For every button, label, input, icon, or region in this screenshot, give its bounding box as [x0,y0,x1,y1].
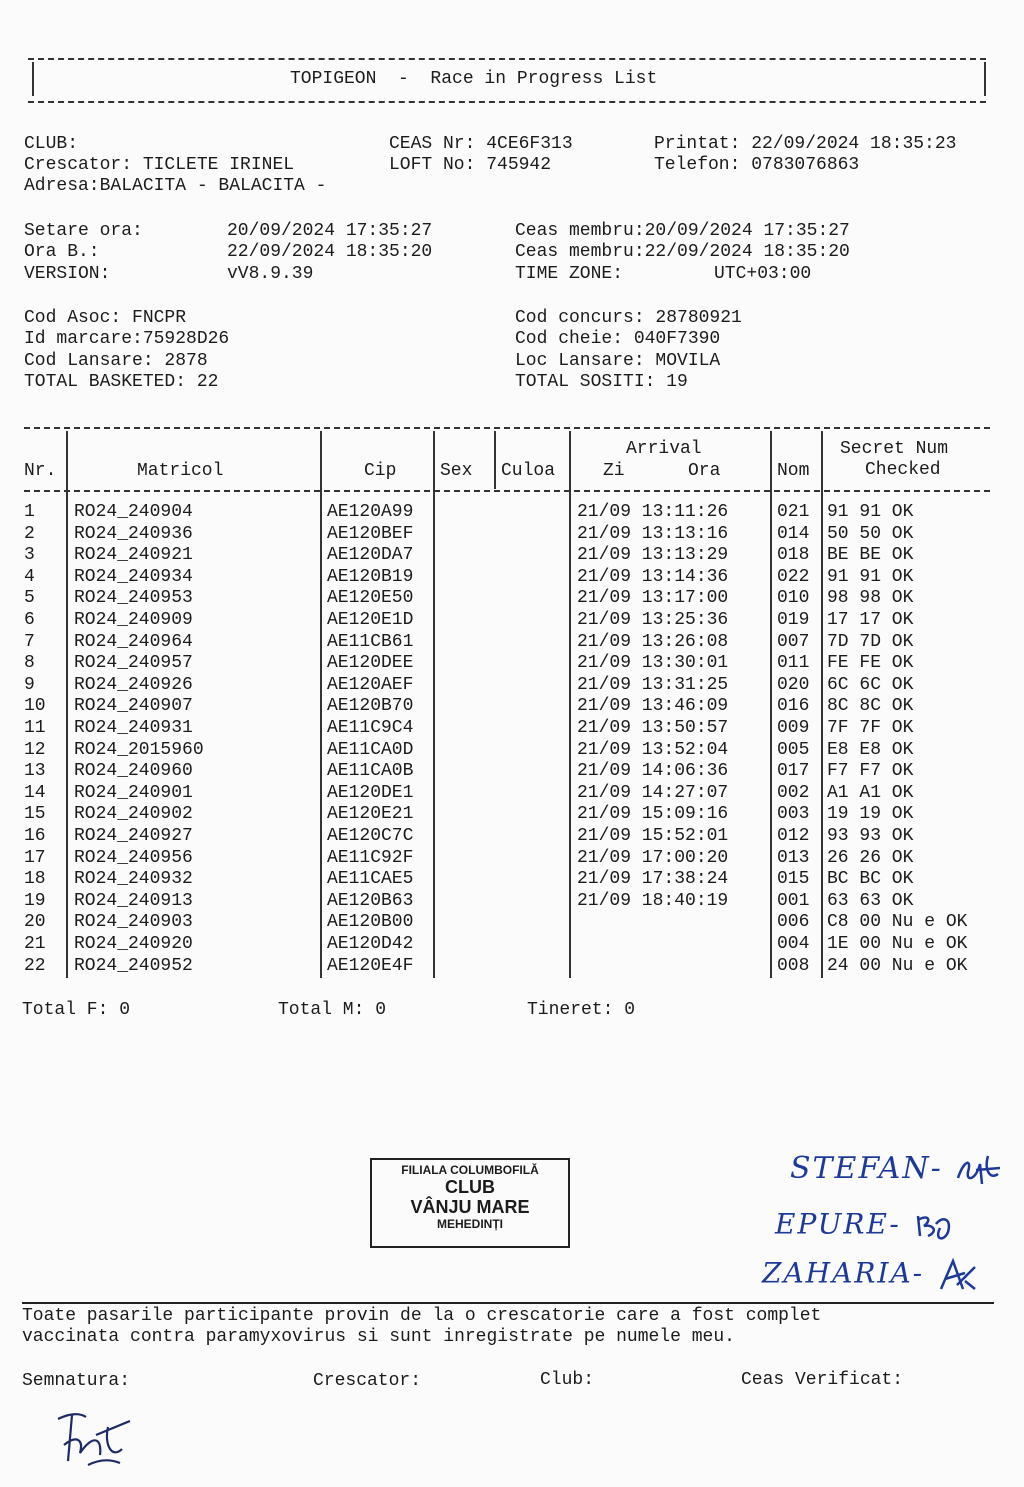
header-cip: Cip [364,461,397,481]
cell-matricol: RO24_240926 [74,674,193,695]
cod-cheie: Cod cheie: 040F7390 [515,329,721,349]
cod-lansare: Cod Lansare: 2878 [24,351,208,371]
cell-matricol: RO24_240927 [74,826,193,846]
title-box-bottom-border [28,101,986,103]
cell-matricol: RO24_240902 [74,804,193,825]
stamp-line-2: CLUB [445,1177,495,1197]
cell-cip: AE120E1D [327,610,414,630]
crescator-label: Crescator: [313,1371,422,1391]
cell-arrival: 21/09 13:13:29 [577,545,729,566]
cell-arrival: 21/09 14:27:07 [577,782,729,803]
cell-secret-checked: 91 91 OK [827,502,914,522]
header-zi: Zi [603,461,625,481]
cell-nr: 1 [24,502,35,522]
cell-secret-checked: 19 19 OK [827,804,914,825]
semnatura-label: Semnatura: [22,1371,131,1391]
cell-matricol: RO24_240904 [74,502,193,522]
cell-arrival: 21/09 13:46:09 [577,696,729,717]
loft-no: LOFT No: 745942 [389,155,552,175]
stamp-line-3: VÂNJU MARE [410,1197,530,1217]
cell-matricol: RO24_240964 [74,631,193,652]
cell-cip: AE11CA0D [327,739,414,760]
cell-nr: 2 [24,523,35,544]
cell-secret-checked: A1 A1 OK [827,782,914,803]
cell-nom: 006 [777,912,810,933]
stamp-line-1: FILIALA COLUMBOFILĂ [401,1163,539,1177]
col-sep-6 [770,431,772,978]
cell-secret-checked: 24 00 Nu e OK [827,955,968,976]
total-basketed: TOTAL BASKETED: 22 [24,372,219,392]
cell-nom: 012 [777,826,810,846]
cell-matricol: RO24_240920 [74,934,193,954]
header-nr: Nr. [24,461,57,481]
title-box-top-border [28,58,986,60]
setare-ora-value: 20/09/2024 17:35:27 [227,221,433,241]
cell-matricol: RO24_240931 [74,718,193,738]
cell-nom: 017 [777,761,810,782]
cell-arrival: 21/09 13:13:16 [577,523,729,544]
cell-arrival: 21/09 17:00:20 [577,847,729,868]
cell-secret-checked: 63 63 OK [827,890,914,911]
cell-matricol: RO24_240901 [74,782,193,803]
col-sep-7 [821,431,823,978]
col-sep-1 [66,431,68,978]
version-value: vV8.9.39 [227,264,314,284]
club-signature-label: Club: [540,1370,595,1390]
club-label: CLUB: [24,134,79,154]
statement-line-1: Toate pasarile participante provin de la o crescatorie care a fost complet [22,1306,822,1326]
cell-nr: 3 [24,545,35,566]
col-sep-2 [320,431,322,978]
header-sex: Sex [440,461,473,481]
cell-secret-checked: F7 F7 OK [827,761,914,782]
header-culoa: Culoa [501,461,556,481]
cell-cip: AE11CB61 [327,631,414,652]
cell-nr: 12 [24,739,46,760]
cell-arrival: 21/09 13:14:36 [577,566,729,587]
cell-cip: AE120B19 [327,566,414,587]
cell-arrival: 21/09 13:17:00 [577,588,729,609]
col-sep-3 [433,431,435,978]
total-m: Total M: 0 [278,1000,387,1020]
cell-secret-checked: 17 17 OK [827,610,914,630]
cell-secret-checked: E8 E8 OK [827,739,914,760]
ceas-verificat-label: Ceas Verificat: [741,1370,904,1390]
cell-nr: 22 [24,955,46,976]
cell-arrival: 21/09 13:25:36 [577,610,729,630]
setare-ora-label: Setare ora: [24,221,143,241]
cell-matricol: RO24_240957 [74,653,193,674]
cell-secret-checked: 1E 00 Nu e OK [827,934,968,954]
cell-cip: AE120E50 [327,588,414,609]
cell-nom: 013 [777,847,810,868]
cell-matricol: RO24_240932 [74,869,193,890]
cell-matricol: RO24_240921 [74,545,193,566]
cell-nom: 018 [777,545,810,566]
cell-cip: AE120B70 [327,696,414,717]
cell-cip: AE120C7C [327,826,414,846]
cell-secret-checked: FE FE OK [827,653,914,674]
header-nom: Nom [777,461,810,481]
total-sositi: TOTAL SOSITI: 19 [515,372,688,392]
cell-arrival: 21/09 14:06:36 [577,761,729,782]
cell-matricol: RO24_2015960 [74,739,204,760]
cell-matricol: RO24_240936 [74,523,193,544]
cell-nom: 003 [777,804,810,825]
cell-cip: AE11C9C4 [327,718,414,738]
signature-zaharia [935,1255,979,1295]
table-header-top-border [24,427,990,429]
cell-nom: 001 [777,890,810,911]
cell-arrival: 21/09 13:30:01 [577,653,729,674]
cell-nr: 21 [24,934,46,954]
cell-cip: AE120DE1 [327,782,414,803]
cell-nr: 10 [24,696,46,717]
cell-nom: 005 [777,739,810,760]
total-f: Total F: 0 [22,1000,131,1020]
cell-nr: 11 [24,718,46,738]
cell-nom: 016 [777,696,810,717]
cell-cip: AE11CA0B [327,761,414,782]
telefon: Telefon: 0783076863 [654,155,860,175]
version-label: VERSION: [24,264,111,284]
cell-nr: 6 [24,610,35,630]
cell-cip: AE120AEF [327,674,414,695]
header-checked: Checked [865,460,941,480]
cell-nom: 014 [777,523,810,544]
cell-nr: 17 [24,847,46,868]
cell-nr: 4 [24,566,35,587]
cell-nom: 007 [777,631,810,652]
cell-nr: 16 [24,826,46,846]
cell-nr: 14 [24,782,46,803]
cell-matricol: RO24_240934 [74,566,193,587]
cell-nr: 5 [24,588,35,609]
cell-matricol: RO24_240903 [74,912,193,933]
ceas-membru-1: Ceas membru:20/09/2024 17:35:27 [515,221,850,241]
cell-secret-checked: C8 00 Nu e OK [827,912,968,933]
cell-nom: 011 [777,653,810,674]
cell-arrival: 21/09 13:11:26 [577,502,729,522]
cell-cip: AE120E21 [327,804,414,825]
cell-nr: 8 [24,653,35,674]
statement-line-2: vaccinata contra paramyxovirus si sunt inregistrate pe numele meu. [22,1327,735,1347]
cell-matricol: RO24_240956 [74,847,193,868]
id-marcare: Id marcare:75928D26 [24,329,230,349]
handwritten-name-zaharia: ZAHARIA- [762,1255,979,1295]
cell-nom: 019 [777,610,810,630]
cell-cip: AE120B63 [327,890,414,911]
cell-nom: 020 [777,674,810,695]
time-zone-label: TIME ZONE: [515,264,624,284]
cell-secret-checked: 7F 7F OK [827,718,914,738]
cell-arrival: 21/09 18:40:19 [577,890,729,911]
adresa-info: Adresa:BALACITA - BALACITA - [24,176,327,196]
cell-nr: 18 [24,869,46,890]
cell-secret-checked: 93 93 OK [827,826,914,846]
cell-cip: AE120BEF [327,523,414,544]
cell-nr: 15 [24,804,46,825]
cell-nom: 004 [777,934,810,954]
header-secret-num: Secret Num [840,439,949,459]
tineret: Tineret: 0 [527,1000,636,1020]
cod-asoc: Cod Asoc: FNCPR [24,308,187,328]
cell-secret-checked: 91 91 OK [827,566,914,587]
cell-cip: AE120B00 [327,912,414,933]
cell-nom: 010 [777,588,810,609]
cell-arrival: 21/09 17:38:24 [577,869,729,890]
cell-matricol: RO24_240953 [74,588,193,609]
cell-nr: 19 [24,890,46,911]
cell-nom: 022 [777,566,810,587]
handwritten-name-stefan: STEFAN- [790,1150,1004,1190]
ceas-nr: CEAS Nr: 4CE6F313 [389,134,573,154]
cell-matricol: RO24_240909 [74,610,193,630]
cell-cip: AE11C92F [327,847,414,868]
cell-secret-checked: 6C 6C OK [827,674,914,695]
cell-secret-checked: BE BE OK [827,545,914,566]
table-header-bottom-border [24,490,990,492]
stamp-line-4: MEHEDINȚI [437,1217,503,1231]
cell-secret-checked: 26 26 OK [827,847,914,868]
statement-rule [22,1302,994,1304]
col-sep-5 [569,431,571,978]
loc-lansare: Loc Lansare: MOVILA [515,351,721,371]
cell-nr: 9 [24,674,35,695]
cell-nom: 021 [777,502,810,522]
cell-arrival: 21/09 13:26:08 [577,631,729,652]
cell-matricol: RO24_240913 [74,890,193,911]
page-title: TOPIGEON - Race in Progress List [290,69,658,89]
breeder-signature [50,1405,140,1471]
ora-b-label: Ora B.: [24,242,100,262]
cell-nr: 13 [24,761,46,782]
ora-b-value: 22/09/2024 18:35:20 [227,242,433,262]
cell-cip: AE120A99 [327,502,414,522]
printat: Printat: 22/09/2024 18:35:23 [654,134,957,154]
cell-nom: 008 [777,955,810,976]
cell-arrival: 21/09 15:52:01 [577,826,729,846]
cell-matricol: RO24_240960 [74,761,193,782]
cell-secret-checked: 50 50 OK [827,523,914,544]
title-box-left-border [32,62,34,96]
cell-secret-checked: BC BC OK [827,869,914,890]
cell-cip: AE120DA7 [327,545,414,566]
cell-cip: AE120DEE [327,653,414,674]
cell-cip: AE11CAE5 [327,869,414,890]
cell-nom: 015 [777,869,810,890]
handwritten-name-epure: EPURE- [775,1206,956,1246]
cell-arrival: 21/09 13:50:57 [577,718,729,738]
cell-matricol: RO24_240952 [74,955,193,976]
crescator-info: Crescator: TICLETE IRINEL [24,155,295,175]
header-ora: Ora [688,461,721,481]
cell-arrival: 21/09 13:52:04 [577,739,729,760]
cell-arrival: 21/09 15:09:16 [577,804,729,825]
cell-secret-checked: 7D 7D OK [827,631,914,652]
cell-nr: 20 [24,912,46,933]
cell-arrival: 21/09 13:31:25 [577,674,729,695]
signature-stefan [954,1150,1004,1190]
time-zone-value: UTC+03:00 [714,264,812,284]
club-stamp [370,1158,570,1248]
ceas-membru-2: Ceas membru:22/09/2024 18:35:20 [515,242,850,262]
cell-secret-checked: 98 98 OK [827,588,914,609]
cell-cip: AE120E4F [327,955,414,976]
header-arrival: Arrival [626,439,702,459]
cell-cip: AE120D42 [327,934,414,954]
cod-concurs: Cod concurs: 28780921 [515,308,742,328]
title-box-right-border [984,62,986,96]
cell-nom: 002 [777,782,810,803]
signature-epure [912,1206,956,1246]
cell-secret-checked: 8C 8C OK [827,696,914,717]
cell-nom: 009 [777,718,810,738]
header-matricol: Matricol [137,461,224,481]
cell-nr: 7 [24,631,35,652]
cell-matricol: RO24_240907 [74,696,193,717]
col-sep-4 [494,431,496,489]
